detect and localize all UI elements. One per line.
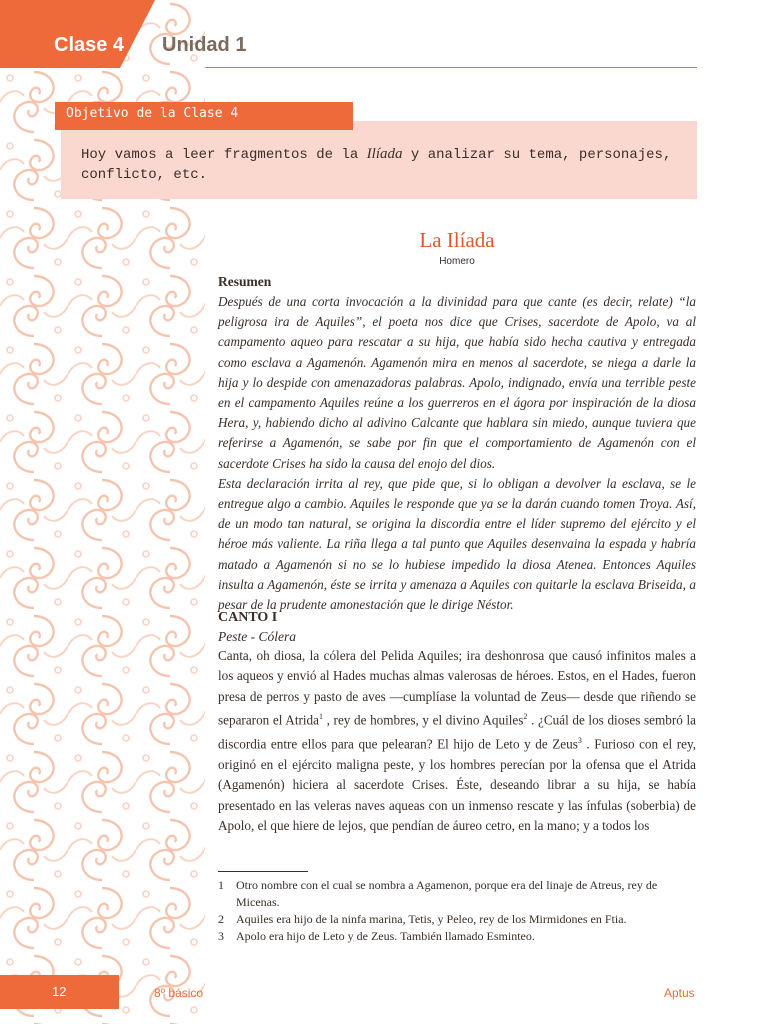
article-title: La Ilíada — [419, 228, 495, 252]
objective-text: Hoy vamos a leer fragmentos de la Ilíada y analizar su tema, personajes, conflicto, etc. — [81, 146, 672, 183]
summary-heading: Resumen — [218, 274, 272, 289]
footnotes — [218, 877, 696, 945]
objective-title: Objetivo de la Clase 4 — [66, 106, 239, 121]
footnote-divider — [218, 871, 308, 872]
unit-label: Unidad 1 — [162, 34, 247, 56]
page-number: 12 — [52, 984, 67, 999]
footnote: 1 Otro nombre con el cual se nombra a Agamenon, porque era del linaje de Atreus, rey de Micenas. — [218, 878, 658, 909]
class-label: Clase 4 — [54, 34, 125, 56]
footnote-ref[interactable]: 3 — [577, 736, 582, 746]
objective-emphasis: Ilíada — [366, 146, 403, 162]
summary-paragraph: Después de una corta invocación a la divinidad para que cante (es decir, relate) “la peligrosa ira de Aquiles”, el poeta nos dice que Crises, sacerdote de Apolo, va al campamento aqueo para rescatar a su hija, que había sido hecha cautiva y entregada como esclava a Agamenón. Agamenón mira en menos al sacerdote, se niega a darle la hija y lo despide con amenazadoras palabras. Apolo, indignado, envía una terrible peste en el campamento Aquiles reúne a los guerreros en el ágora por inspiración de la diosa Hera, y, habiendo dicho al adivino Calcante que hablara sin miedo, aunque tuviera que referirse a Agamenón, se sabe por fin que el comportamiento de Agamenón con el sacerdote Crises ha sido la causa del enojo del dios. — [218, 294, 696, 471]
canto-text: Canta, oh diosa, la cólera del Pelida Aquiles; ira deshonrosa que causó infinitos males a los aqueos y envió al Hades muchas almas valerosas de héroes. Estos, en el Hades, fueron presa de perros y pasto de aves —cumplíase la voluntad de Zeus— desde que riñendo se separaron el Atrida$^1$ , rey de hombres, y el divino Aquiles$^2$ . ¿Cuál de los dioses sembró la discordia entre ellos para que pelearan? El hijo de Leto y de Zeus$^3$ . Furioso con el rey, originó en el ejército maligna peste, y los hombres perecían por la ofensa que el Atrida (Agamenón) hiciera al sacerdote Crises. Éste, deseando librar a su hija, se había presentado en las veleras naves aqueas con un inmenso rescate y las ínfulas (soberbia) de Apolo, el que hiere de lejos, que pendían de áureo cetro, en la mano; y a todos los — [218, 648, 697, 834]
summary-paragraph: Esta declaración irrita al rey, que pide que, si lo obligan a devolver la esclava, se le entregue algo a cambio. Aquiles le responde que ya se la darán cuando tomen Troya. Así, de un modo tan natural, se origina la discordia entre el líder supremo del ejército y el héroe más valiente. La riña llega a tal punto que Aquiles desenvaina la espada y habría matado a Agamenón si no se lo hubiese impedido la diosa Atenea. Entonces Aquiles insulta a Agamenón, éste se irrita y amenaza a Aquiles con quitarle la esclava Briseida, a pesar de la prudente amonestación que le dirige Néstor. — [218, 475, 696, 613]
grade-label: 8º básico — [154, 986, 204, 1000]
header-divider — [205, 67, 697, 68]
brand-label: Aptus — [664, 986, 695, 1000]
canto-heading: CANTO I — [218, 610, 278, 625]
article-author: Homero — [439, 256, 475, 267]
footnote: 3 Apolo era hijo de Leto y de Zeus. También llamado Esminteo. — [218, 929, 535, 943]
footnote: 2 Aquiles era hijo de la ninfa marina, Tetis, y Peleo, rey de los Mirmidones en Ftia. — [218, 912, 627, 926]
footnote-ref[interactable]: 2 — [523, 712, 528, 722]
summary-text — [218, 292, 696, 615]
canto-subtitle: Peste - Cólera — [218, 629, 296, 644]
footnote-ref[interactable]: 1 — [319, 712, 323, 722]
